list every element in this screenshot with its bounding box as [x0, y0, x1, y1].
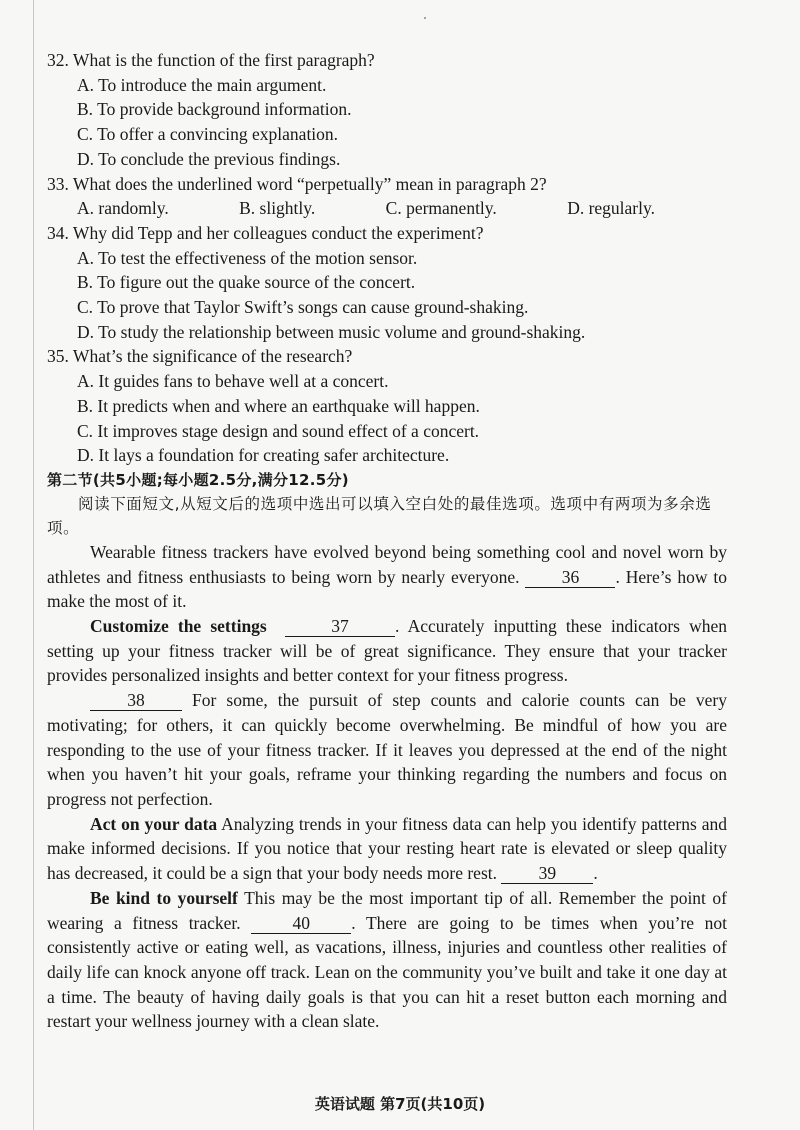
- page-footer: 英语试题 第7页(共10页): [314, 1095, 486, 1113]
- option-a: A. randomly.: [77, 198, 169, 219]
- question-stem: 35. What’s the significance of the research?: [47, 346, 353, 367]
- passage-paragraph-1: Wearable fitness trackers have evolved beyond being something cool and novel worn by athletes and fitness enthusiasts to being worn by nearly everyone. 36 . Here’s how to make the most of it.: [47, 541, 727, 612]
- option-b: B. It predicts when and where an earthquake will happen.: [77, 395, 480, 416]
- option-d: D. regularly.: [567, 198, 655, 219]
- option-d: D. To study the relationship between music volume and ground-shaking.: [77, 321, 586, 342]
- passage-paragraph-5: [47, 886, 727, 1034]
- blank-37: 37: [285, 616, 395, 637]
- question-35: [47, 344, 727, 468]
- question-32: [47, 48, 727, 172]
- option-b: B. slightly.: [239, 198, 316, 219]
- option-a: A. To test the effectiveness of the motion sensor.: [77, 247, 418, 268]
- blank-38: 38: [90, 690, 182, 711]
- scan-speck: [424, 17, 426, 19]
- question-stem: 33. What does the underlined word “perpetually” mean in paragraph 2?: [47, 173, 547, 194]
- option-a: A. To introduce the main argument.: [77, 74, 327, 95]
- blank-40: 40: [251, 913, 351, 934]
- paragraph-text: . There are going to be times when you’re not consistently active or eating well, as vacations, illness, injuries and countless other realities of daily life can knock anyone off track. Lean on the community you’ve built and take it one day at a time. The beauty of having daily goals is that you can hit a reset button each morning and restart your wellness journey with a clean slate.: [47, 912, 727, 1032]
- question-stem: 34. Why did Tepp and her colleagues conduct the experiment?: [47, 222, 484, 243]
- paragraph-text: Wearable fitness trackers have evolved beyond being something cool and novel worn by athletes and fitness enthusiasts to being worn by nearly everyone.: [47, 541, 727, 587]
- question-33: [47, 172, 727, 221]
- question-stem: 32. What is the function of the first paragraph?: [47, 50, 375, 70]
- paragraph-text: For some, the pursuit of step counts and calorie counts can be very motivating; for others, it can quickly become overwhelming. Be mindful of how you are responding to the use of your fitness tracker. If it leaves you depressed at the end of the night when you haven’t hit your goals, reframe your thinking regarding the numbers and focus on progress not perfection.: [47, 690, 728, 809]
- paragraph-heading: Act on your data: [90, 813, 218, 834]
- option-c: C. To offer a convincing explanation.: [77, 124, 339, 145]
- option-c: C. It improves stage design and sound effect of a concert.: [77, 420, 480, 441]
- option-b: B. To provide background information.: [77, 99, 352, 120]
- passage-paragraph-2: [47, 614, 727, 688]
- option-d: D. To conclude the previous findings.: [77, 148, 341, 169]
- passage-paragraph-4: Act on your data Analyzing trends in your fitness data can help you identify patterns and make informed decisions. If you notice that your resting heart rate is elevated or sleep quality has decreased, it could be a sign that your body needs more rest. 39 .: [47, 813, 727, 884]
- question-34: [47, 221, 727, 345]
- paragraph-text: Here’s how to make the most of it.: [47, 566, 727, 612]
- paragraph-text: Analyzing trends in your fitness data can help you identify patterns and make informed decisions. If you notice that your resting heart rate is elevated or sleep quality has decreased, it could be a sign that your body needs more rest.: [47, 813, 727, 884]
- option-a: A. It guides fans to behave well at a concert.: [77, 371, 389, 392]
- blank-39: 39: [501, 863, 593, 884]
- option-c: C. To prove that Taylor Swift’s songs can cause ground-shaking.: [77, 297, 529, 318]
- paragraph-heading: Customize the settings: [90, 616, 267, 637]
- option-b: B. To figure out the quake source of the concert.: [77, 272, 416, 293]
- section-instruction: 阅读下面短文,从短文后的选项中选出可以填入空白处的最佳选项。选项中有两项为多余选项。: [47, 494, 712, 537]
- paragraph-text: . Accurately inputting these indicators when setting up your fitness tracker will be of great significance. They ensure that your tracker provides personalized insights and better context for your fitness progress.: [47, 616, 728, 686]
- margin-line: [33, 0, 34, 1130]
- page-content: [47, 48, 727, 1034]
- blank-36: 36: [525, 567, 615, 588]
- passage-paragraph-3: [47, 688, 727, 812]
- section-title: 第二节(共5小题;每小题2.5分,满分12.5分): [47, 470, 349, 489]
- options-row: [77, 196, 655, 221]
- option-d: D. It lays a foundation for creating safer architecture.: [77, 445, 450, 466]
- paragraph-text: This may be the most important tip of all. Remember the point of wearing a fitness tracker.: [47, 887, 728, 933]
- paragraph-heading: Be kind to yourself: [90, 887, 238, 908]
- option-c: C. permanently.: [385, 198, 497, 219]
